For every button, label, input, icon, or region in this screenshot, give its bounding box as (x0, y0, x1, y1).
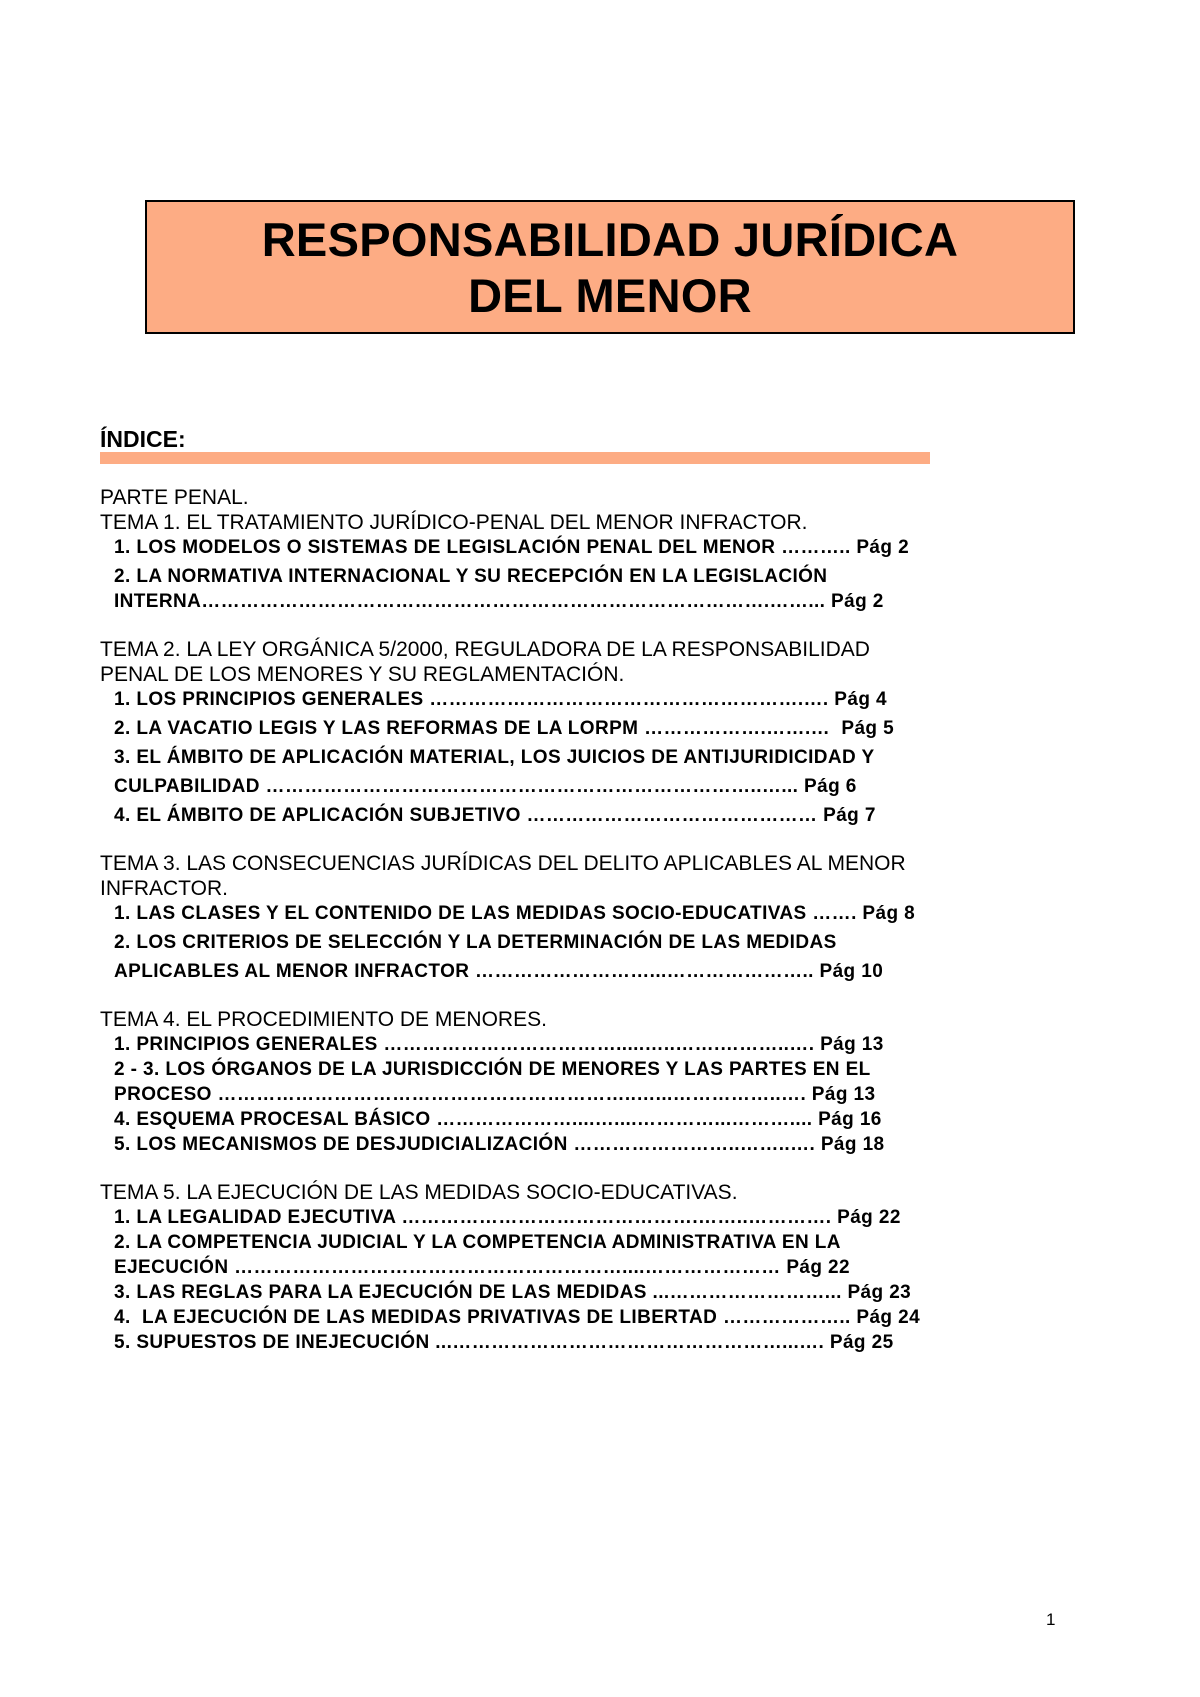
toc-entry[interactable]: 3. EL ÁMBITO DE APLICACIÓN MATERIAL, LOS JUICIOS DE ANTIJURIDICIDAD Y (114, 747, 875, 768)
tema-3-title: TEMA 3. LAS CONSECUENCIAS JURÍDICAS DEL DELITO APLICABLES AL MENOR (100, 852, 906, 875)
toc-entry[interactable]: 4. LA EJECUCIÓN DE LAS MEDIDAS PRIVATIVAS DE LIBERTAD ……………….. Pág 24 (114, 1307, 921, 1328)
toc-entry[interactable]: 2. LA NORMATIVA INTERNACIONAL Y SU RECEPCIÓN EN LA LEGISLACIÓN (114, 566, 828, 587)
toc-entry[interactable]: 1. LAS CLASES Y EL CONTENIDO DE LAS MEDIDAS SOCIO-EDUCATIVAS ……. Pág 8 (114, 903, 916, 924)
toc-entry[interactable]: 5. SUPUESTOS DE INEJECUCIÓN ...……………………………………………...…. Pág 25 (114, 1332, 894, 1353)
toc-entry-continuation[interactable]: INTERNA…………………………………………………………………………….……... Pág 2 (114, 591, 884, 612)
toc-entry[interactable]: 2. LA VACATIO LEGIS Y LAS REFORMAS DE LA LORPM ……………….…….… Pág 5 (114, 718, 895, 739)
toc-entry-continuation[interactable]: EJECUCIÓN ……………………………………………………....………………… Pág 22 (114, 1257, 850, 1278)
toc-entry[interactable]: 3. LAS REGLAS PARA LA EJECUCIÓN DE LAS MEDIDAS ...……………………... Pág 23 (114, 1282, 912, 1303)
toc-entry[interactable]: 2 - 3. LOS ÓRGANOS DE LA JURISDICCIÓN DE MENORES Y LAS PARTES EN EL (114, 1059, 871, 1080)
toc-entry[interactable]: 4. EL ÁMBITO DE APLICACIÓN SUBJETIVO ……………………………………… Pág 7 (114, 805, 876, 826)
toc-entry[interactable]: 1. LA LEGALIDAD EJECUTIVA ……………………………………….……..…………. Pág 22 (114, 1207, 901, 1228)
index-divider (100, 452, 930, 464)
tema-2-title-continuation: PENAL DE LOS MENORES Y SU REGLAMENTACIÓN. (100, 663, 625, 686)
toc-entry[interactable]: 1. PRINCIPIOS GENERALES ……………………………….....…..…….………..…. Pág 13 (114, 1034, 884, 1055)
page-number: 1 (1046, 1610, 1056, 1629)
toc-entry[interactable]: 1. LOS PRINCIPIOS GENERALES ………………………………………………….…. Pág 4 (114, 689, 887, 710)
document-title-line-1: RESPONSABILIDAD JURÍDICA (261, 213, 959, 266)
toc-entry[interactable]: 1. LOS MODELOS O SISTEMAS DE LEGISLACIÓN PENAL DEL MENOR ……….. Pág 2 (114, 537, 910, 558)
table-of-contents (100, 485, 1100, 1355)
index-heading: ÍNDICE: (100, 426, 186, 452)
toc-entry-continuation[interactable]: CULPABILIDAD …………………………………………………………………..…... Pág 6 (114, 776, 857, 797)
toc-entry[interactable]: 4. ESQUEMA PROCESAL BÁSICO …………………....…....…………...……….... Pág 16 (114, 1109, 882, 1130)
tema-5-title: TEMA 5. LA EJECUCIÓN DE LAS MEDIDAS SOCIO-EDUCATIVAS. (100, 1181, 738, 1204)
toc-entry-continuation[interactable]: PROCESO ………………………………………………………..…...……………..…. Pág 13 (114, 1084, 876, 1105)
part-heading: PARTE PENAL. (100, 486, 249, 509)
toc-entry-continuation[interactable]: APLICABLES AL MENOR INFRACTOR ………………………...………………….. Pág 10 (114, 961, 884, 982)
tema-3-title-continuation: INFRACTOR. (100, 877, 228, 900)
toc-entry[interactable]: 2. LOS CRITERIOS DE SELECCIÓN Y LA DETERMINACIÓN DE LAS MEDIDAS (114, 932, 837, 953)
tema-1-title: TEMA 1. EL TRATAMIENTO JURÍDICO-PENAL DEL MENOR INFRACTOR. (100, 511, 808, 534)
tema-4-title: TEMA 4. EL PROCEDIMIENTO DE MENORES. (100, 1008, 547, 1031)
toc-entry[interactable]: 2. LA COMPETENCIA JUDICIAL Y LA COMPETENCIA ADMINISTRATIVA EN LA (114, 1232, 841, 1253)
tema-2-title: TEMA 2. LA LEY ORGÁNICA 5/2000, REGULADORA DE LA RESPONSABILIDAD (100, 638, 870, 661)
title-box (145, 200, 1075, 334)
toc-entry[interactable]: 5. LOS MECANISMOS DE DESJUDICIALIZACIÓN ……………………..……..…. Pág 18 (114, 1134, 885, 1155)
document-title-line-2: DEL MENOR (468, 269, 752, 322)
